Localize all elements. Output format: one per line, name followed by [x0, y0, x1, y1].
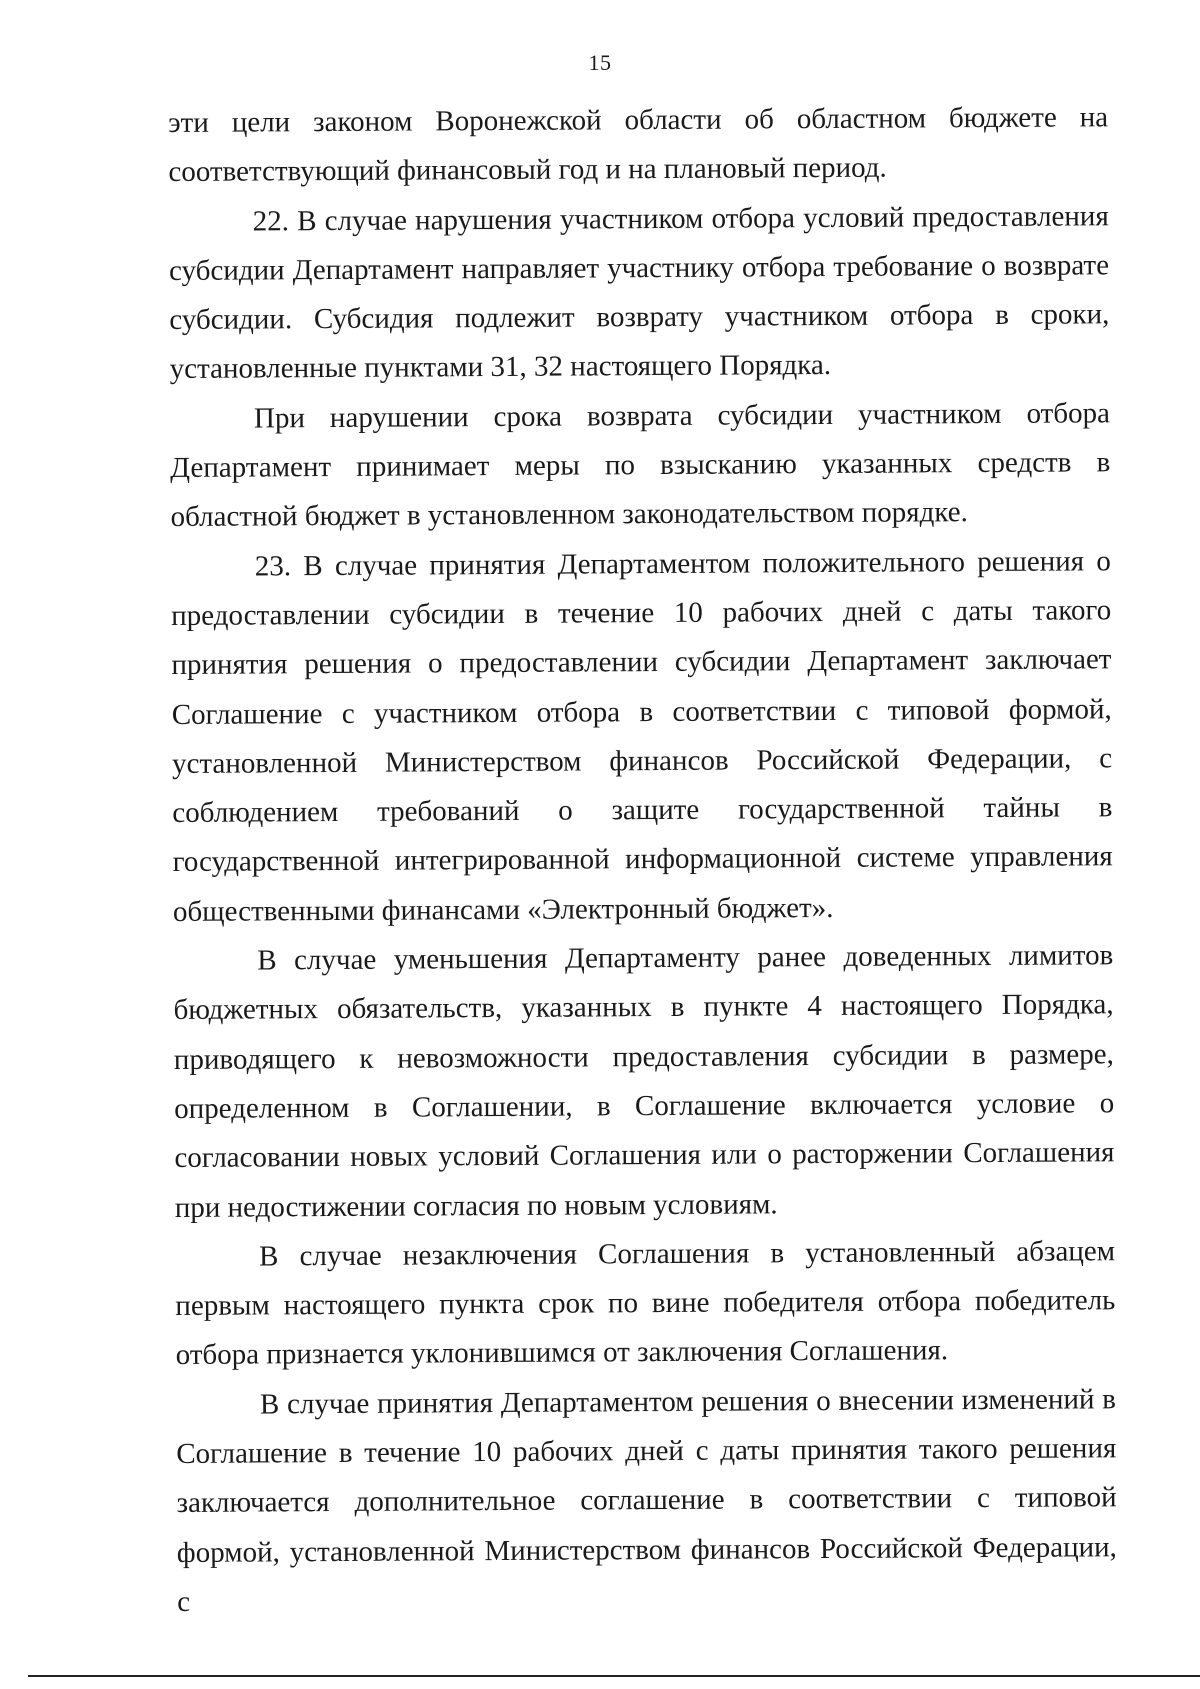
paragraph-23-non-conclusion: В случае незаключения Соглашения в установленный абзацем первым настоящего пункта срок по вине победителя отбора победитель отбора признается уклонившимся от заключения Соглашения.	[175, 1235, 1116, 1372]
paragraph-22-violation-term: При нарушении срока возврата субсидии участником отбора Департамент принимает меры по взысканию указанных средств в областной бюджет в установленном законодательством порядке.	[170, 397, 1111, 534]
page-number: 15	[588, 50, 612, 75]
bottom-scan-edge-line	[28, 1675, 1200, 1677]
paragraph-23: 23. В случае принятия Департаментом положительного решения о предоставлении субсидии в течение 10 рабочих дней с даты такого принятия решения о предоставлении субсидии Департамент заключает Соглашение с участником отбора в соответствии с типовой формой, установленной Министерством финансов Российской Федерации, с соблюдением требований о защите государственной тайны в государственной интегрированной информационной системе управления общественными финансами «Электронный бюджет».	[171, 544, 1113, 928]
paragraph-23-limits-reduction: В случае уменьшения Департаменту ранее доведенных лимитов бюджетных обязательств, указанных в пункте 4 настоящего Порядка, приводящего к невозможности предоставления субсидии в размере, определенном в Соглашении, в Соглашение включается условие о согласовании новых условий Соглашения или о расторжении Соглашения при недостижении согласия по новым условиям.	[173, 939, 1115, 1224]
paragraph-22: 22. В случае нарушения участником отбора условий предоставления субсидии Департамент направляет участнику отбора требование о возврате субсидии. Субсидия подлежит возврату участником отбора в сроки, установленные пунктами 31, 32 настоящего Порядка.	[168, 199, 1110, 386]
document-body	[168, 93, 1117, 1627]
paragraph-23-amendments: В случае принятия Департаментом решения о внесении изменений в Соглашение в течение 10 рабочих дней с даты принятия такого решения заключается дополнительное соглашение в соответствии с типовой формой, установленной Министерством финансов Российской Федерации, с	[176, 1382, 1117, 1618]
paragraph-continuation: эти цели законом Воронежской области об областном бюджете на соответствующий финансовый год и на плановый период.	[168, 101, 1109, 189]
